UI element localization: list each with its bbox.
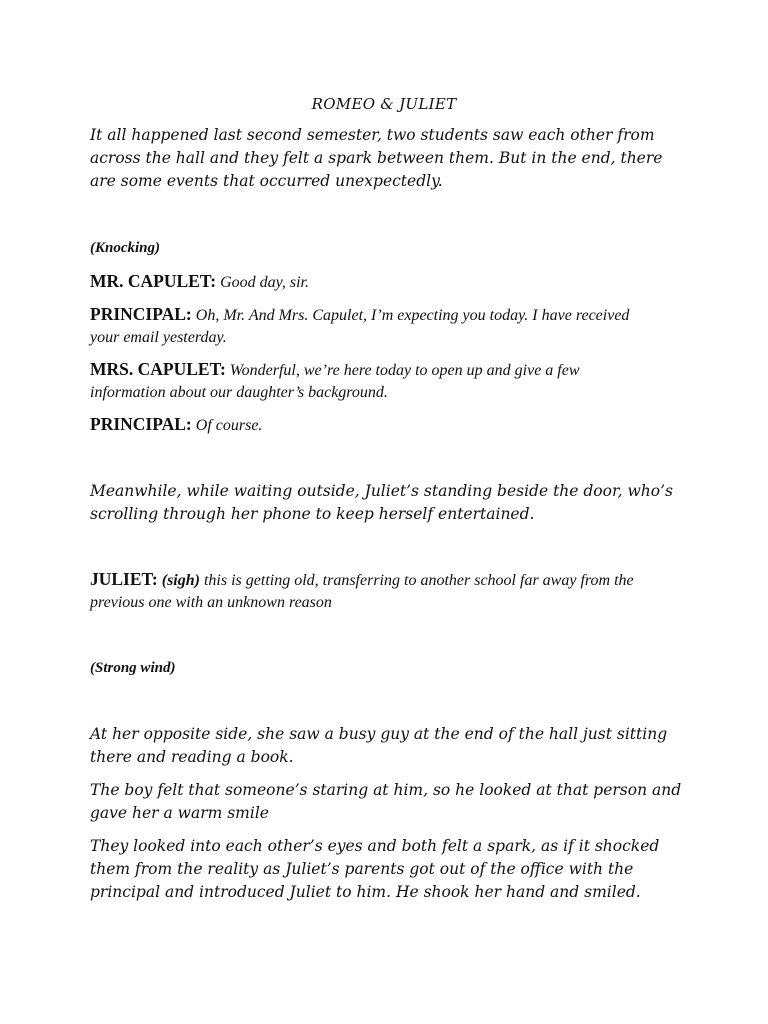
dialogue-line-principal bbox=[90, 303, 650, 349]
speaker-name: JULIET: bbox=[90, 569, 158, 589]
narration-paragraph-1: Meanwhile, while waiting outside, Juliet’s standing beside the door, who’s scrolling through her phone to keep herself entertained. bbox=[90, 482, 673, 523]
dialogue-line-principal-2 bbox=[90, 413, 650, 437]
dialogue-text: Of course. bbox=[195, 417, 263, 434]
page-title: ROMEO & JULIET bbox=[311, 95, 457, 113]
dialogue-line-juliet bbox=[90, 568, 650, 614]
stage-direction-knocking: (Knocking) bbox=[90, 240, 161, 256]
intro-paragraph: It all happened last second semester, two students saw each other from across the hall and they felt a spark between them. But in the end, there are some events that occurred unexpectedly. bbox=[90, 126, 663, 190]
speaker-name: PRINCIPAL: bbox=[90, 414, 192, 434]
speaker-name: MRS. CAPULET: bbox=[90, 359, 226, 379]
speaker-name: PRINCIPAL: bbox=[90, 304, 192, 324]
dialogue-text: Wonderful, we’re here today to open up and give a few information about our daughter’s background. bbox=[90, 362, 580, 401]
speaker-name: MR. CAPULET: bbox=[90, 271, 217, 291]
dialogue-line-mrs-capulet bbox=[90, 358, 650, 404]
narration-paragraph-4: They looked into each other’s eyes and both felt a spark, as if it shocked them from the reality as Juliet’s parents got out of the office with the principal and introduced Juliet to him. He shook her hand and smiled. bbox=[90, 837, 660, 901]
stage-direction-sigh: (sigh) bbox=[161, 572, 200, 589]
stage-direction-strong-wind: (Strong wind) bbox=[90, 660, 176, 676]
narration-paragraph-3: The boy felt that someone’s staring at him, so he looked at that person and gave her a warm smile bbox=[90, 781, 682, 822]
dialogue-text: Good day, sir. bbox=[220, 274, 309, 291]
dialogue-text: this is getting old, transferring to another school far away from the previous one with an unknown reason bbox=[90, 572, 634, 611]
dialogue-line-mr-capulet bbox=[90, 270, 650, 294]
dialogue-text: Oh, Mr. And Mrs. Capulet, I’m expecting you today. I have received your email yesterday. bbox=[90, 307, 630, 346]
narration-paragraph-2: At her opposite side, she saw a busy guy at the end of the hall just sitting there and reading a book. bbox=[90, 725, 668, 766]
